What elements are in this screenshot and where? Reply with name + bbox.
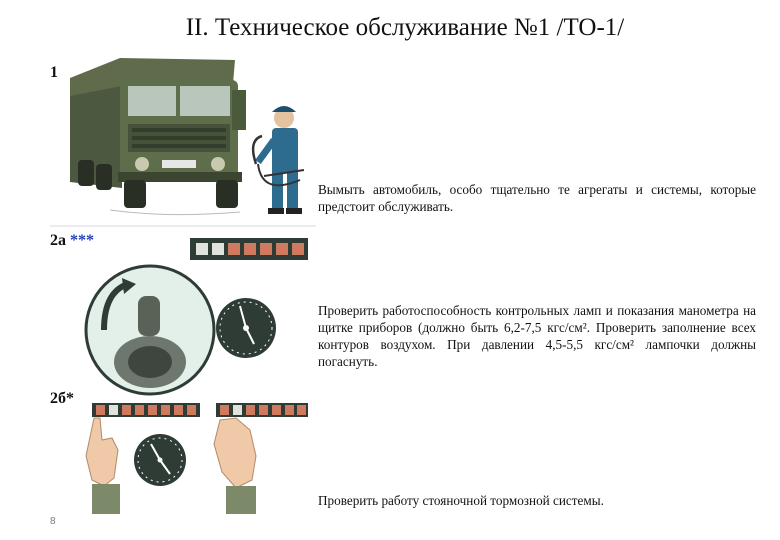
step-1-description: Вымыть автомобиль, особо тщательно те агрегаты и системы, которые предстоит обслуживать. (318, 182, 756, 214)
dashboard-lamp-strip-left (92, 403, 200, 417)
right-hand-illustration (214, 418, 256, 514)
dashboard-lamp-strip (190, 238, 308, 260)
step-2b-description: Проверить работу стояночной тормозной системы. (318, 493, 604, 508)
page-number: 8 (50, 516, 56, 527)
dashboard-lamp-strip-right (216, 403, 308, 417)
step-2a-number: 2а *** (50, 232, 94, 249)
truck-illustration (70, 58, 246, 215)
ignition-key-illustration (86, 266, 214, 394)
step-2a-description: Проверить работоспособность контрольных ламп и показания манометра на щитке приборов (должно быть 6,2-7,5 кгс/см². Проверить заполнение всех контуров воздухом. При давлении 4,5-5,5 кгс/см² лампочки должны погаснуть. (318, 303, 756, 369)
pressure-gauge-2a (216, 298, 276, 358)
worker-illustration (253, 106, 304, 214)
pressure-gauge-2b (134, 434, 186, 486)
left-hand-illustration (86, 418, 120, 514)
step-1-number: 1 (50, 64, 58, 81)
page-title: II. Техническое обслуживание №1 /ТО-1/ (185, 14, 625, 41)
step-2b-number: 2б* (50, 390, 74, 407)
